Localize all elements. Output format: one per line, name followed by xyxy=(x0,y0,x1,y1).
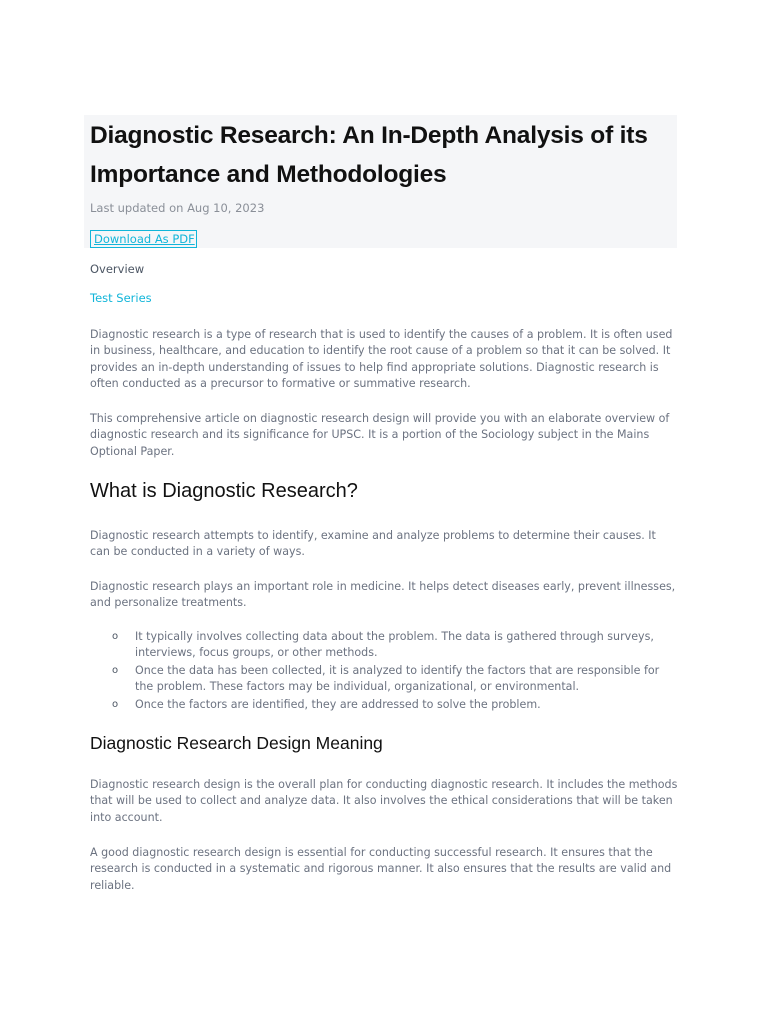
section-heading-what-is: What is Diagnostic Research? xyxy=(90,480,358,502)
list-item-text: It typically involves collecting data about the problem. The data is gathered through surveys, interviews, focus groups, or other methods. xyxy=(135,630,654,660)
bullet-icon: o xyxy=(112,698,119,710)
section1-bullet-list xyxy=(112,629,677,714)
list-item xyxy=(112,629,677,662)
list-item-text: Once the data has been collected, it is analyzed to identify the factors that are responsible for the problem. These factors may be individual, organizational, or environmental. xyxy=(135,663,660,694)
list-item xyxy=(112,697,677,713)
list-item xyxy=(112,663,677,696)
section2-paragraph-2: A good diagnostic research design is essential for conducting successful research. It ensures that the research is conducted in a systematic and rigorous manner. It also ensures that the results are valid and reliable. xyxy=(90,846,672,892)
overview-label: Overview xyxy=(90,262,145,276)
intro-paragraph-2: This comprehensive article on diagnostic research design will provide you with an elaborate overview of diagnostic research and its significance for UPSC. It is a portion of the Sociology subject in the Mains Optional Paper. xyxy=(90,412,670,458)
bullet-icon: o xyxy=(112,631,119,642)
test-series-link[interactable]: Test Series xyxy=(90,291,152,305)
section1-paragraph-1: Diagnostic research attempts to identify, examine and analyze problems to determine their causes. It can be conducted in a variety of ways. xyxy=(90,529,656,559)
list-item-text: Once the factors are identified, they are addressed to solve the problem. xyxy=(135,697,541,711)
section-heading-design-meaning: Diagnostic Research Design Meaning xyxy=(90,733,383,753)
download-pdf-button[interactable]: Download As PDF xyxy=(90,230,197,248)
intro-paragraph-1: Diagnostic research is a type of research that is used to identify the causes of a problem. It is often used in business, healthcare, and education to identify the root cause of a problem so that it can be solved. It provides an in-depth understanding of issues to help find appropriate solutions. Diagnostic research is often conducted as a precursor to formative or summative research. xyxy=(90,328,673,391)
section2-paragraph-1: Diagnostic research design is the overall plan for conducting diagnostic research. It includes the methods that will be used to collect and analyze data. It also involves the ethical considerations that will be taken into account. xyxy=(90,778,678,824)
last-updated-date: Last updated on Aug 10, 2023 xyxy=(90,201,265,215)
article-title: Diagnostic Research: An In-Depth Analysis of its Importance and Methodologies xyxy=(90,122,648,188)
bullet-icon: o xyxy=(112,664,119,676)
section1-paragraph-2: Diagnostic research plays an important role in medicine. It helps detect diseases early, prevent illnesses, and personalize treatments. xyxy=(90,580,676,610)
